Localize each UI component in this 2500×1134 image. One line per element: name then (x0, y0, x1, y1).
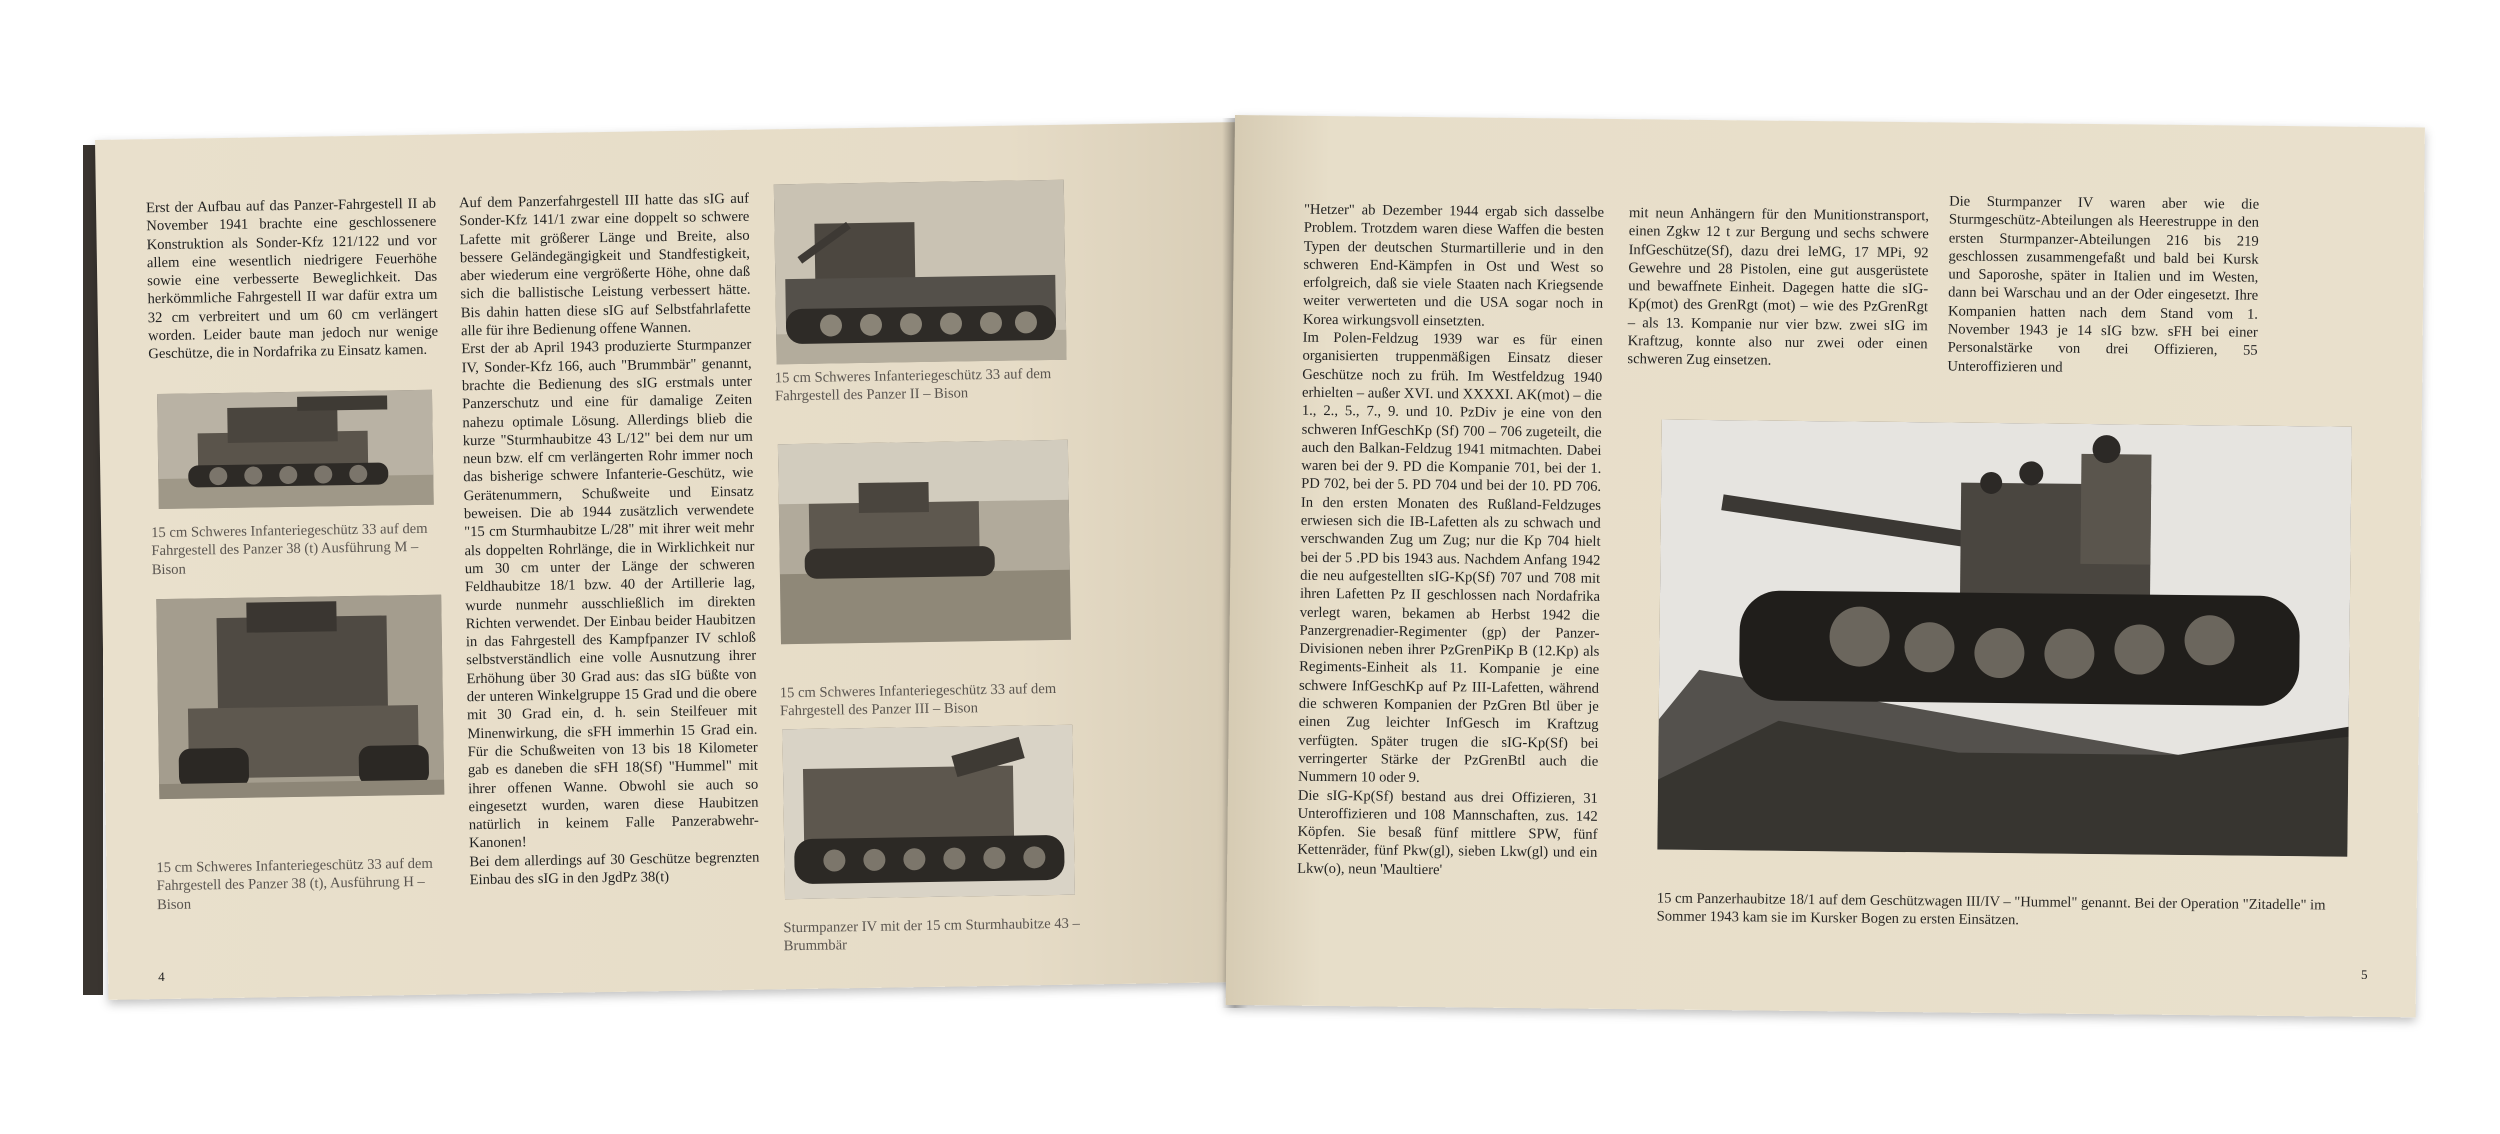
page-number-left: 4 (158, 969, 165, 985)
right-column-1-text (1297, 201, 1604, 881)
caption-bison-panzer-2: 15 cm Schweres Infanteriegeschütz 33 auf dem Fahrgestell des Panzer II – Bison (774, 366, 1052, 405)
caption-bison-38t-h: 15 cm Schweres Infanteriegeschütz 33 auf dem Fahrgestell des Panzer 38 (t), Ausführung H – Bison (156, 855, 433, 913)
photo-bison-panzer-3 (778, 440, 1071, 645)
left-column-2-text (459, 190, 760, 890)
left-column-1-text (146, 195, 439, 364)
paragraph-1: "Hetzer" ab Dezember 1944 ergab sich dasselbe Problem. Trotzdem waren diese Waffen die besten Typen der deutschen Sturmartillerie und in den schweren End-Kämpfen in Ost und West so erfolgreich, daß sie viele Staaten nach Kriegsende weiter verwerteten und die USA sogar noch in Korea wirkungsvoll einsetzten. (1302, 201, 1605, 330)
paragraph-3: Bei dem allerdings auf 30 Geschütze begrenzten Einbau des sIG in den JgdPz 38(t) (469, 849, 760, 889)
paragraph-2: Erst der ab April 1943 produzierte Sturmpanzer IV, Sonder-Kfz 166, auch "Brummbär" genannt, brachte die Bedienung des sIG erstmals unter Panzerschutz und eine für damalige Zeiten nahezu optimale Lösung. Allerdings blieb die kurze "Sturmhaubitze 43 L/12" bei dem nur um neun bzw. elf cm verlängerten Rohr immer noch das bisherige schwere Infanterie-Geschütz, wie Gerätenummern, Schußweite und Einsatz beweisen. Die ab 1944 zusätzlich verwendete "15 cm Sturmhaubitze L/28" mit ihrer weit mehr als doppelten Rohrlänge, die in Wirklichkeit nur um 30 cm unter der Länge der schweren Feldhaubitze 18/1 bzw. 40 der Artillerie lag, wurde nunmehr ausschließlich im direkten Richten verwendet. Der Einbau beider Haubitzen in das Fahrgestell des Kampfpanzer IV schloß selbstverständlich eine volle Ausnutzung ihrer Erhöhung über 30 Grad aus: das sIG büßte von der unteren Winkelgruppe 15 Grad und die obere mit 30 Grad ein, d. h. sein Steilfeuer mit Minenwirkung, die sFH immerhin 15 Grad ein. Für die Schußweiten von 13 bis 18 Kilometer gab es daneben die sFH 18(Sf) "Hummel" mit ihrer offenen Wanne. Obwohl sie auch so eingesetzt wurden, waren diese Haubitzen natürlich in keinem Falle Panzerabwehr-Kanonen! (461, 337, 759, 852)
paragraph: Erst der Aufbau auf das Panzer-Fahrgestell II ab November 1941 brachte eine geschlossenere Konstruktion als Sonder-Kfz 121/122 und vor allem eine wesentlich niedrigere Feuerhöhe sowie eine verbesserte Beweglichkeit. Das herkömmliche Fahrgestell II war dafür extra um 32 cm verbreitert und um 60 cm verlängert worden. Leider baute man jedoch nur wenige Geschütze, die in Nordafrika zu Einsatz kamen. (145, 195, 439, 363)
photo-bison-38t-h (156, 595, 444, 799)
caption-hummel: 15 cm Panzerhaubitze 18/1 auf dem Geschützwagen III/IV – "Hummel" genannt. Bei der Operation "Zitadelle" im Sommer 1943 kam sie im Kursker Bogen zu ersten Einsätzen. (1656, 890, 2326, 929)
right-column-2-text (1627, 204, 1929, 372)
right-column-3-text (1947, 192, 2259, 378)
caption-bison-panzer-3: 15 cm Schweres Infanteriegeschütz 33 auf dem Fahrgestell des Panzer III – Bison (779, 680, 1057, 720)
right-page (1226, 115, 2425, 1017)
paragraph-1: Auf dem Panzerfahrgestell III hatte das sIG auf Sonder-Kfz 141/1 zwar eine doppelt so schwere Lafette mit größerer Länge und Breite, also bessere Geländegängigkeit und Standfestigkeit, aber wiederum eine vergrößerte Höhe, ohne daß sich die ballistische Leistung verbessert hätte. Bis dahin hatten diese sIG auf Selbstfahrlafette alle für ihre Bedienung offene Wannen. (458, 190, 751, 340)
photo-bison-38t-m (157, 390, 434, 509)
caption-bison-38t-m: 15 cm Schweres Infanteriegeschütz 33 auf dem Fahrgestell des Panzer 38 (t) Ausführung M – Bison (151, 520, 428, 578)
photo-bison-panzer-2 (774, 180, 1067, 365)
caption-brummbaer: Sturmpanzer IV mit der 15 cm Sturmhaubitze 43 – Brummbär (783, 915, 1080, 955)
paragraph: mit neun Anhängern für den Munitionstransport, einen Zgkw 12 t zur Bergung und sechs schwere InfGeschütze(Sf), dazu drei leMG, 17 MPi, 92 Gewehre und 28 Pistolen, eine gut ausgerüstete und bewaffnete Einheit. Dagegen hatte die sIG-Kp(mot) des GrenRgt (mot) – wie des PzGrenRgt – als 13. Kompanie nur vier bzw. zwei sIG im Kraftzug, konnte also nur zwei oder einen schweren Zug einsetzen. (1627, 205, 1930, 370)
left-page (95, 122, 1248, 1000)
photo-brummbaer (782, 725, 1075, 900)
paragraph-2: Im Polen-Feldzug 1939 war es für einen organisierten truppenmäßigen Einsatz dieser Geschütze noch zu früh. Im Westfeldzug 1940 erhielten – außer XVI. und XXXXI. AK(mot) – die 1., 2., 5., 7., 9. und 10. PzDiv je eine von den schweren InfGeschKp (Sf) 700 – 706 zugeteilt, die auch den Balkan-Feldzug 1941 mitmachten. Dabei waren bei der 9. PD die Kompanie 701, bei der 1. PD 702, bei der 5. PD 704 und bei der 10. PD 706. In den ersten Monaten des Rußland-Feldzuges erwiesen sich die IB-Lafetten als zu schwach und verschwanden Zug um Zug; nur die Kp 704 hielt bei der 5 .PD bis 1943 aus. Nachdem Anfang 1942 die neu aufgestellten sIG-Kp(Sf) 707 und 708 mit ihren Lafetten Pz II geschlossen nach Nordafrika verlegt waren, bekamen ab Herbst 1942 die Panzergrenadier-Regimenter (gp) der Panzer-Divisionen neben ihrer PzGrenPiKp B (12.Kp) als Regiments-Einheit als 11. Kompanie je eine schwere InfGeschKp auf Pz III-Lafetten, während die schweren Kompanien der PzGren Btl über je einen Zug leichter InfGesch im Kraftzug verfügten. Später trugen die sIG-Kp(Sf) bei verringerter Stärke der PzGrenBtl auch die Nummern 10 oder 9. (1297, 329, 1603, 787)
photo-hummel (1657, 419, 2351, 856)
page-number-right: 5 (2360, 966, 2368, 982)
paragraph: Die Sturmpanzer IV waren aber wie die Sturmgeschütz-Abteilungen als Heerestruppe in den ersten Sturmpanzer-Abteilungen 216 bis 219 geschlossen zusammengefaßt und bald bei Kursk und Saporoshe, später in Italien und im Westen, dann bei Warschau und an der Oder eingesetzt. Ihre Kompanien hatten nach dem Stand vom 1. November 1943 je 14 sIG bzw. sFH bei einer Personalstärke von drei Offizieren, 55 Unteroffizieren und (1947, 193, 2260, 376)
paragraph-3: Die sIG-Kp(Sf) bestand aus drei Offizieren, 31 Unteroffizieren und 108 Mannschaften, zus. 142 Köpfen. Sie besaß fünf mittlere SPW, fünf Kettenräder, fünf Pkw(gl), sieben Lkw(gl) und ein Lkw(o), neun 'Maultiere' (1297, 787, 1598, 878)
